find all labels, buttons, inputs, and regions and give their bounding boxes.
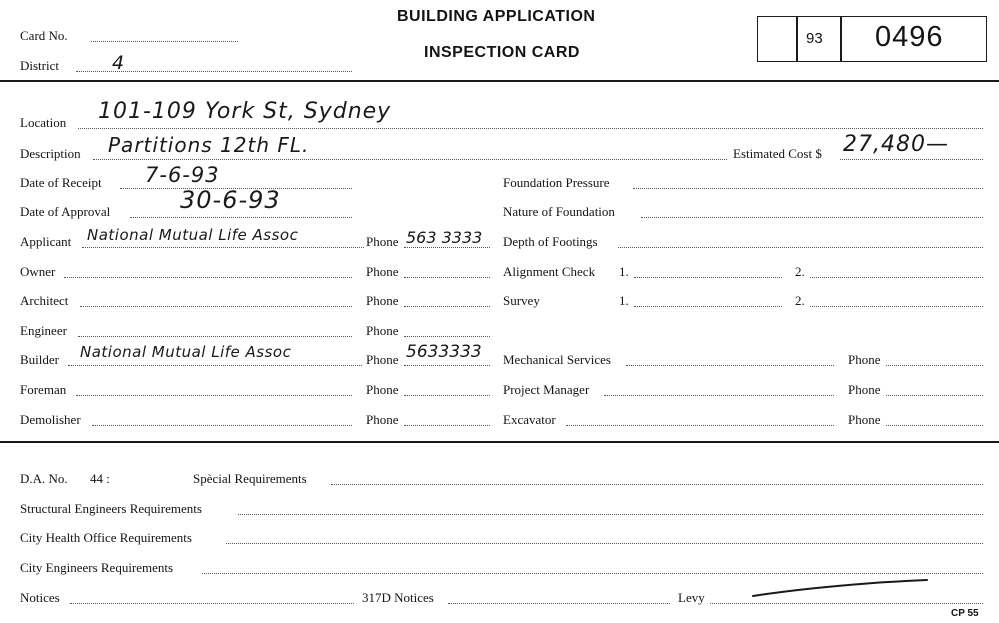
date-approval-label: Date of Approval xyxy=(20,204,111,219)
depth-footings-field[interactable] xyxy=(618,247,983,248)
da-no-label: D.A. No. xyxy=(20,471,68,486)
box-divider-2 xyxy=(840,16,842,62)
city-health-field[interactable] xyxy=(226,543,983,544)
applicant-phone-field[interactable] xyxy=(404,247,490,248)
foreman-phone-field[interactable] xyxy=(404,395,490,396)
builder-phone-field[interactable] xyxy=(404,365,490,366)
date-receipt-value: 7-6-93 xyxy=(145,163,220,187)
alignment-check-label: Alignment Check xyxy=(503,264,596,279)
survey-field-2[interactable] xyxy=(810,306,983,307)
city-health-label: City Health Office Requirements xyxy=(20,530,192,545)
mechanical-phone-field[interactable] xyxy=(886,365,983,366)
estimated-cost-field[interactable] xyxy=(840,159,983,160)
engineer-label: Engineer xyxy=(20,323,67,338)
project-manager-field[interactable] xyxy=(604,395,834,396)
engineer-field[interactable] xyxy=(78,336,352,337)
nature-foundation-field[interactable] xyxy=(641,217,983,218)
owner-phone-label: Phone xyxy=(366,264,399,279)
header-rule xyxy=(0,80,999,82)
card-no-field[interactable] xyxy=(91,41,238,42)
foreman-label: Foreman xyxy=(20,382,67,397)
box-number: 0496 xyxy=(875,21,944,53)
location-label: Location xyxy=(20,115,67,130)
box-prefix: 93 xyxy=(806,30,823,47)
location-field[interactable] xyxy=(78,128,983,129)
applicant-phone-value: 563 3333 xyxy=(406,228,483,247)
foundation-pressure-label: Foundation Pressure xyxy=(503,175,610,190)
excavator-phone-field[interactable] xyxy=(886,425,983,426)
survey-num-1: 1. xyxy=(619,293,629,308)
owner-field[interactable] xyxy=(64,277,352,278)
notices-label: Notices xyxy=(20,590,60,605)
architect-phone-label: Phone xyxy=(366,293,399,308)
applicant-label: Applicant xyxy=(20,234,72,249)
alignment-check-field-2[interactable] xyxy=(810,277,983,278)
description-label: Description xyxy=(20,146,81,161)
builder-field[interactable] xyxy=(68,365,362,366)
section-rule xyxy=(0,441,999,443)
notices-317d-field[interactable] xyxy=(448,603,670,604)
structural-engineers-label: Structural Engineers Requirements xyxy=(20,501,202,516)
form-code: CP 55 xyxy=(951,608,979,619)
survey-label: Survey xyxy=(503,293,540,308)
levy-label: Levy xyxy=(678,590,705,605)
notices-field[interactable] xyxy=(70,603,354,604)
builder-label: Builder xyxy=(20,352,59,367)
title-line-2: INSPECTION CARD xyxy=(424,44,580,61)
depth-footings-label: Depth of Footings xyxy=(503,234,598,249)
box-divider-1 xyxy=(796,16,798,62)
mechanical-services-label: Mechanical Services xyxy=(503,352,611,367)
structural-engineers-field[interactable] xyxy=(238,514,983,515)
applicant-value: National Mutual Life Assoc xyxy=(87,226,299,244)
notices-317d-label: 317D Notices xyxy=(362,590,434,605)
card-number-box xyxy=(757,16,987,62)
owner-label: Owner xyxy=(20,264,56,279)
builder-phone-label: Phone xyxy=(366,352,399,367)
description-value: Partitions 12th FL. xyxy=(108,133,310,157)
survey-field-1[interactable] xyxy=(634,306,782,307)
location-value: 101-109 York St, Sydney xyxy=(98,99,392,124)
builder-phone-value: 5633333 xyxy=(406,342,482,362)
alignment-num-1: 1. xyxy=(619,264,629,279)
demolisher-phone-label: Phone xyxy=(366,412,399,427)
date-approval-field[interactable] xyxy=(130,217,352,218)
excavator-phone-label: Phone xyxy=(848,412,881,427)
engineer-phone-label: Phone xyxy=(366,323,399,338)
da-no-value: 44 : xyxy=(90,471,110,486)
foundation-pressure-field[interactable] xyxy=(633,188,983,189)
excavator-label: Excavator xyxy=(503,412,556,427)
demolisher-phone-field[interactable] xyxy=(404,425,490,426)
title-line-1: BUILDING APPLICATION xyxy=(397,8,596,25)
date-approval-value: 30-6-93 xyxy=(180,186,281,214)
levy-pen-stroke xyxy=(745,574,935,604)
project-manager-phone-field[interactable] xyxy=(886,395,983,396)
mechanical-phone-label: Phone xyxy=(848,352,881,367)
date-receipt-label: Date of Receipt xyxy=(20,175,102,190)
foreman-field[interactable] xyxy=(76,395,352,396)
engineer-phone-field[interactable] xyxy=(404,336,490,337)
alignment-num-2: 2. xyxy=(795,264,805,279)
special-requirements-label: Spècial Requirements xyxy=(193,471,307,486)
architect-label: Architect xyxy=(20,293,69,308)
architect-field[interactable] xyxy=(80,306,352,307)
estimated-cost-label: Estimated Cost $ xyxy=(733,146,822,161)
nature-foundation-label: Nature of Foundation xyxy=(503,204,615,219)
card-no-label: Card No. xyxy=(20,28,68,43)
applicant-phone-label: Phone xyxy=(366,234,399,249)
description-field[interactable] xyxy=(93,159,727,160)
demolisher-label: Demolisher xyxy=(20,412,81,427)
foreman-phone-label: Phone xyxy=(366,382,399,397)
district-label: District xyxy=(20,58,59,73)
architect-phone-field[interactable] xyxy=(404,306,490,307)
survey-num-2: 2. xyxy=(795,293,805,308)
applicant-field[interactable] xyxy=(82,247,364,248)
special-requirements-field[interactable] xyxy=(331,484,983,485)
city-engineers-label: City Engineers Requirements xyxy=(20,560,174,575)
owner-phone-field[interactable] xyxy=(404,277,490,278)
mechanical-services-field[interactable] xyxy=(626,365,834,366)
estimated-cost-value: 27,480— xyxy=(843,132,949,157)
builder-value: National Mutual Life Assoc xyxy=(80,343,292,361)
project-manager-phone-label: Phone xyxy=(848,382,881,397)
demolisher-field[interactable] xyxy=(92,425,352,426)
excavator-field[interactable] xyxy=(566,425,834,426)
alignment-check-field-1[interactable] xyxy=(634,277,782,278)
district-value: 4 xyxy=(112,52,126,74)
project-manager-label: Project Manager xyxy=(503,382,590,397)
